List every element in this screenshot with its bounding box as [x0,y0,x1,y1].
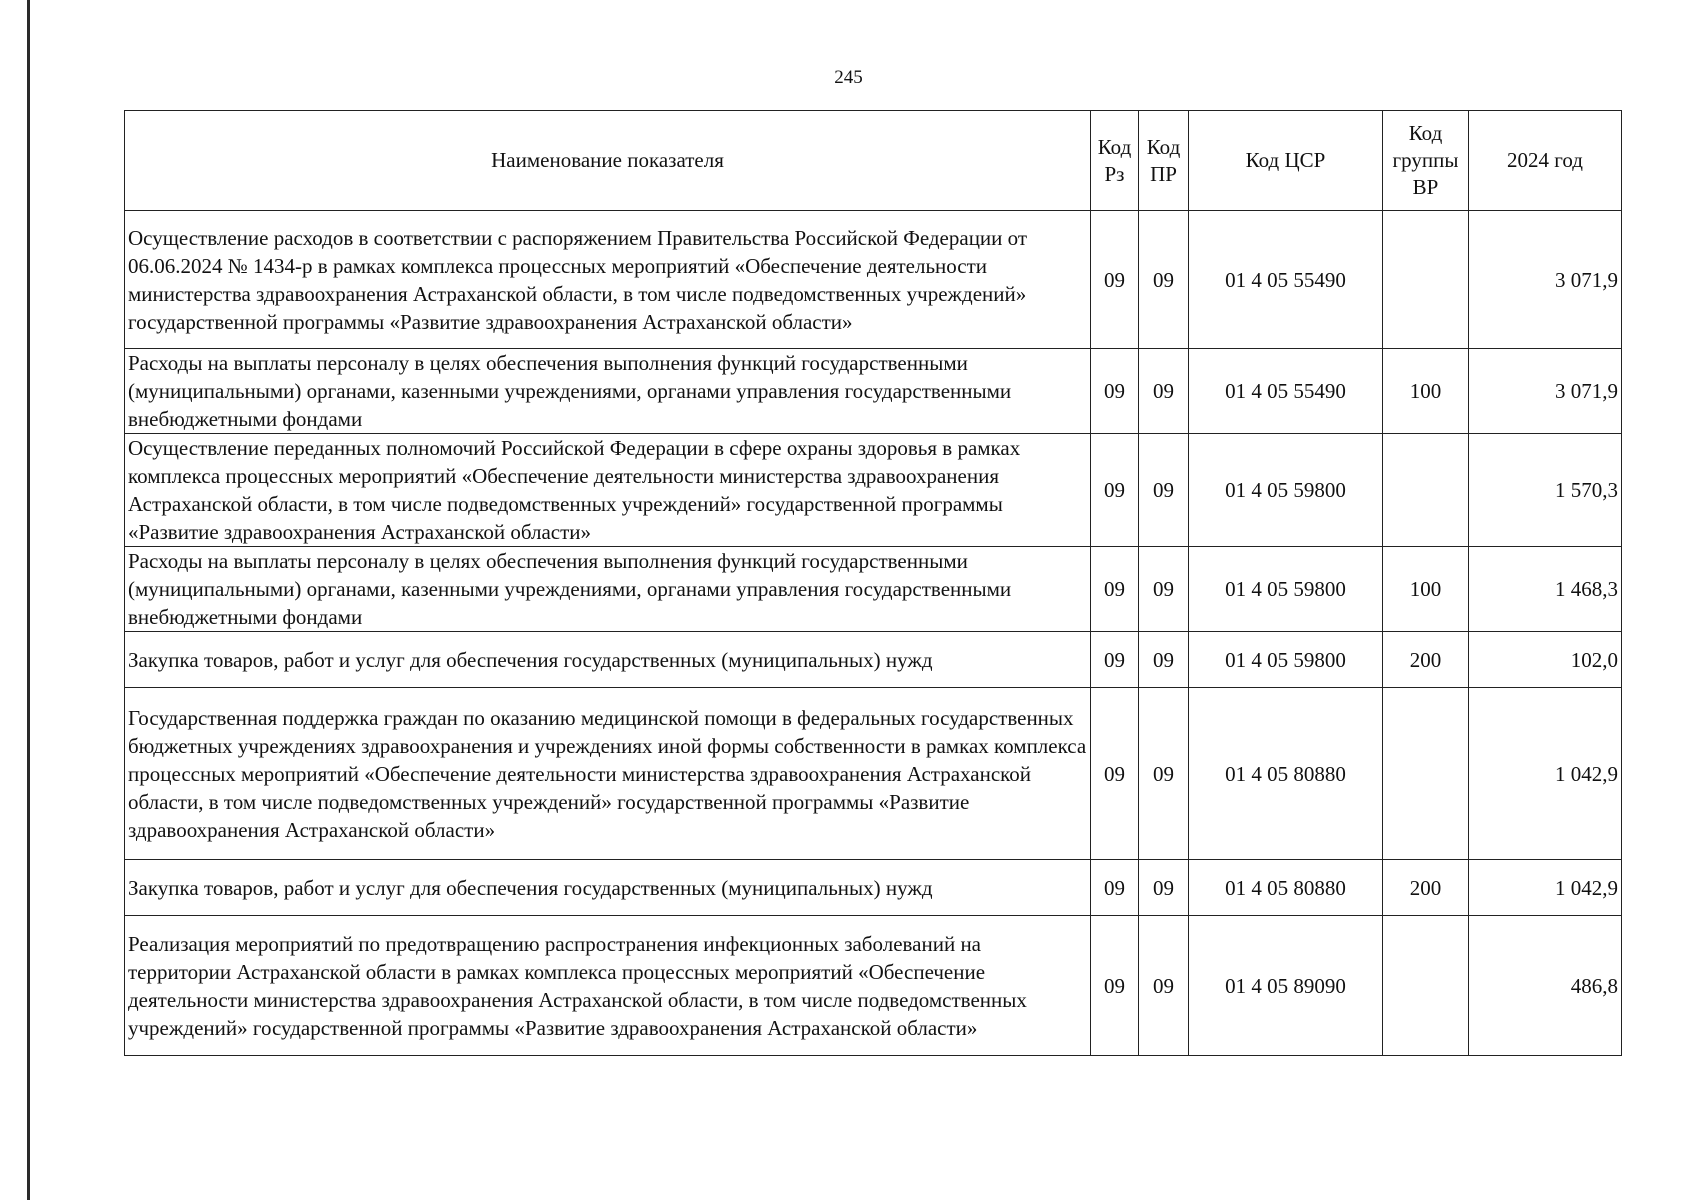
row-amount-2024: 486,8 [1469,916,1622,1056]
row-code-csr: 01 4 05 59800 [1189,632,1383,688]
row-code-csr: 01 4 05 80880 [1189,688,1383,860]
row-amount-2024: 3 071,9 [1469,349,1622,434]
row-indicator-name: Осуществление переданных полномочий Российской Федерации в сфере охраны здоровья в рамках комплекса процессных мероприятий «Обеспечение деятельности министерства здравоохранения Астраханской области, в том числе подведомственных учреждений» государственной программы «Развитие здравоохранения Астраханской области» [125,434,1091,547]
row-code-pr: 09 [1139,349,1189,434]
row-code-pr: 09 [1139,860,1189,916]
row-code-csr: 01 4 05 59800 [1189,547,1383,632]
row-indicator-name: Закупка товаров, работ и услуг для обеспечения государственных (муниципальных) нужд [125,632,1091,688]
row-code-rz: 09 [1091,349,1139,434]
row-code-pr: 09 [1139,916,1189,1056]
header-code-rz: Код Рз [1091,111,1139,211]
row-code-csr: 01 4 05 80880 [1189,860,1383,916]
table-row [125,688,1622,860]
row-code-vr [1383,434,1469,547]
row-code-vr [1383,688,1469,860]
row-code-rz: 09 [1091,860,1139,916]
row-indicator-name: Реализация мероприятий по предотвращению распространения инфекционных заболеваний на территории Астраханской области в рамках комплекса процессных мероприятий «Обеспечение деятельности министерства здравоохранения Астраханской области, в том числе подведомственных учреждений» государственной программы «Развитие здравоохранения Астраханской области» [125,916,1091,1056]
row-code-rz: 09 [1091,632,1139,688]
row-code-rz: 09 [1091,916,1139,1056]
row-code-rz: 09 [1091,434,1139,547]
table-row [125,547,1622,632]
row-code-pr: 09 [1139,688,1189,860]
row-code-csr: 01 4 05 55490 [1189,349,1383,434]
row-indicator-name: Расходы на выплаты персоналу в целях обеспечения выполнения функций государственными (муниципальными) органами, казенными учреждениями, органами управления государственными внебюджетными фондами [125,349,1091,434]
row-code-vr [1383,916,1469,1056]
header-row [125,111,1622,211]
header-code-csr: Код ЦСР [1189,111,1383,211]
row-code-pr: 09 [1139,434,1189,547]
row-code-vr: 100 [1383,547,1469,632]
row-code-rz: 09 [1091,688,1139,860]
row-code-rz: 09 [1091,211,1139,349]
table-row [125,211,1622,349]
table-header [125,111,1622,211]
row-amount-2024: 1 570,3 [1469,434,1622,547]
row-code-csr: 01 4 05 55490 [1189,211,1383,349]
row-amount-2024: 102,0 [1469,632,1622,688]
row-amount-2024: 1 042,9 [1469,688,1622,860]
page-number: 245 [834,67,863,88]
row-code-vr: 100 [1383,349,1469,434]
row-amount-2024: 1 468,3 [1469,547,1622,632]
row-amount-2024: 3 071,9 [1469,211,1622,349]
row-code-vr: 200 [1383,860,1469,916]
page-binding-line [27,0,30,1200]
header-year-2024: 2024 год [1469,111,1622,211]
row-indicator-name: Государственная поддержка граждан по оказанию медицинской помощи в федеральных государственных бюджетных учреждениях здравоохранения и учреждениях иной формы собственности в рамках комплекса процессных мероприятий «Обеспечение деятельности министерства здравоохранения Астраханской области, в том числе подведомственных учреждений» государственной программы «Развитие здравоохранения Астраханской области» [125,688,1091,860]
row-code-vr [1383,211,1469,349]
table-row [125,632,1622,688]
budget-table [124,110,1622,1056]
row-amount-2024: 1 042,9 [1469,860,1622,916]
row-code-vr: 200 [1383,632,1469,688]
table-body [125,211,1622,1056]
table-row [125,860,1622,916]
header-indicator-name: Наименование показателя [125,111,1091,211]
row-code-pr: 09 [1139,632,1189,688]
row-indicator-name: Осуществление расходов в соответствии с распоряжением Правительства Российской Федерации от 06.06.2024 № 1434-р в рамках комплекса процессных мероприятий «Обеспечение деятельности министерства здравоохранения Астраханской области, в том числе подведомственных учреждений» государственной программы «Развитие здравоохранения Астраханской области» [125,211,1091,349]
row-code-rz: 09 [1091,547,1139,632]
table-row [125,434,1622,547]
row-code-pr: 09 [1139,211,1189,349]
row-code-csr: 01 4 05 59800 [1189,434,1383,547]
header-code-pr: Код ПР [1139,111,1189,211]
header-code-vr: Код группы ВР [1383,111,1469,211]
row-indicator-name: Расходы на выплаты персоналу в целях обеспечения выполнения функций государственными (муниципальными) органами, казенными учреждениями, органами управления государственными внебюджетными фондами [125,547,1091,632]
row-code-pr: 09 [1139,547,1189,632]
row-indicator-name: Закупка товаров, работ и услуг для обеспечения государственных (муниципальных) нужд [125,860,1091,916]
row-code-csr: 01 4 05 89090 [1189,916,1383,1056]
table-row [125,916,1622,1056]
table-row [125,349,1622,434]
